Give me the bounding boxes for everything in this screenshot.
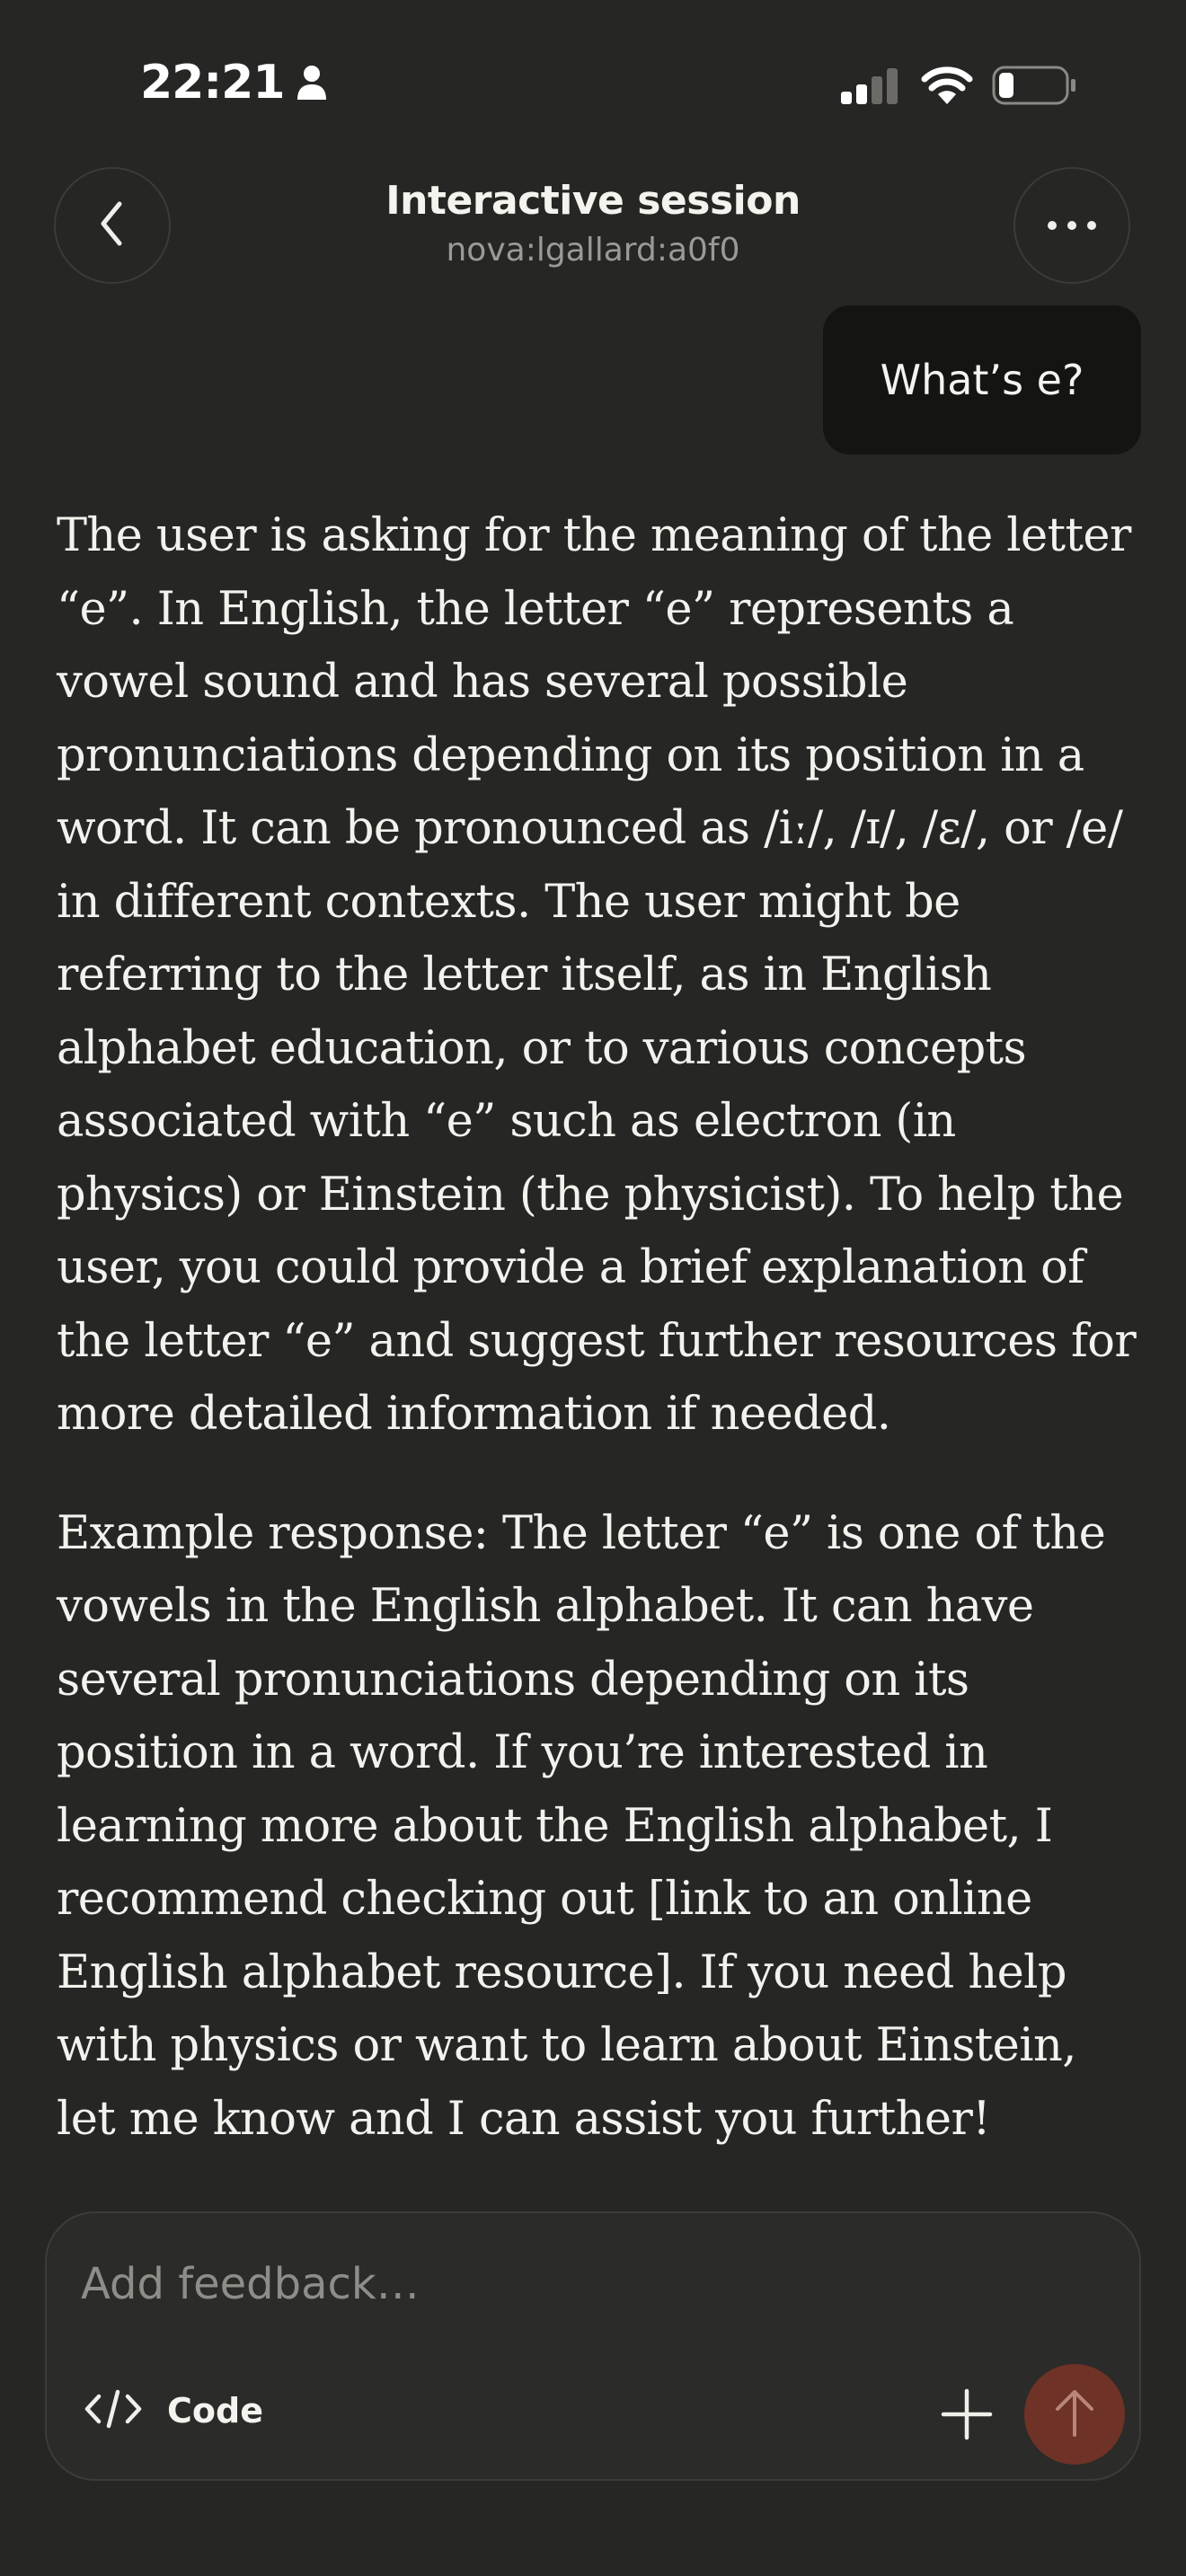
status-time: 22:21 [140, 56, 285, 110]
send-button[interactable] [1024, 2364, 1125, 2465]
arrow-up-icon [1052, 2386, 1097, 2442]
more-options-button[interactable] [1013, 167, 1130, 284]
status-bar [0, 0, 1186, 171]
ellipsis-icon [1047, 217, 1097, 234]
battery-icon [992, 65, 1078, 106]
page-title: Interactive session [385, 178, 801, 224]
signal-icon [839, 66, 900, 106]
person-icon [296, 64, 328, 101]
assistant-response [57, 499, 1144, 2156]
code-button[interactable] [84, 2389, 263, 2432]
user-message-bubble [823, 305, 1141, 454]
status-time-group [140, 56, 328, 110]
assistant-paragraph: Example response: The letter “e” is one of the vowels in the English alphabet. It can have several pronunciations depending on its position in a word. If you’re interested in learning more about the English alphabet, I recommend checking out [link to an online English alphabet resource]. If you need help with physics or want to learn about Einstein, let me know and I can assist you further! [57, 1506, 1106, 2146]
add-attachment-button[interactable] [931, 2380, 1003, 2452]
wifi-icon [920, 63, 974, 106]
plus-icon [940, 2387, 994, 2445]
feedback-input[interactable] [81, 2253, 979, 2316]
code-label: Code [167, 2391, 263, 2430]
user-message-text: What’s e? [880, 356, 1084, 404]
session-id: nova:lgallard:a0f0 [446, 232, 740, 269]
feedback-composer [45, 2211, 1141, 2481]
assistant-paragraph: The user is asking for the meaning of the letter “e”. In English, the letter “e” represents a vowel sound and has several possible pronunciations depending on its position in a word. It can be pronounced as /iː/, /ɪ/, /ɛ/, or /e/ in different contexts. The user might be referring to the letter itself, as in English alphabet education, or to various concepts associated with “e” such as electron (in physics) or Einstein (the physicist). To help the user, you could provide a brief explanation of the letter “e” and suggest further resources for more detailed information if needed. [57, 509, 1137, 1441]
code-icon [84, 2389, 142, 2432]
